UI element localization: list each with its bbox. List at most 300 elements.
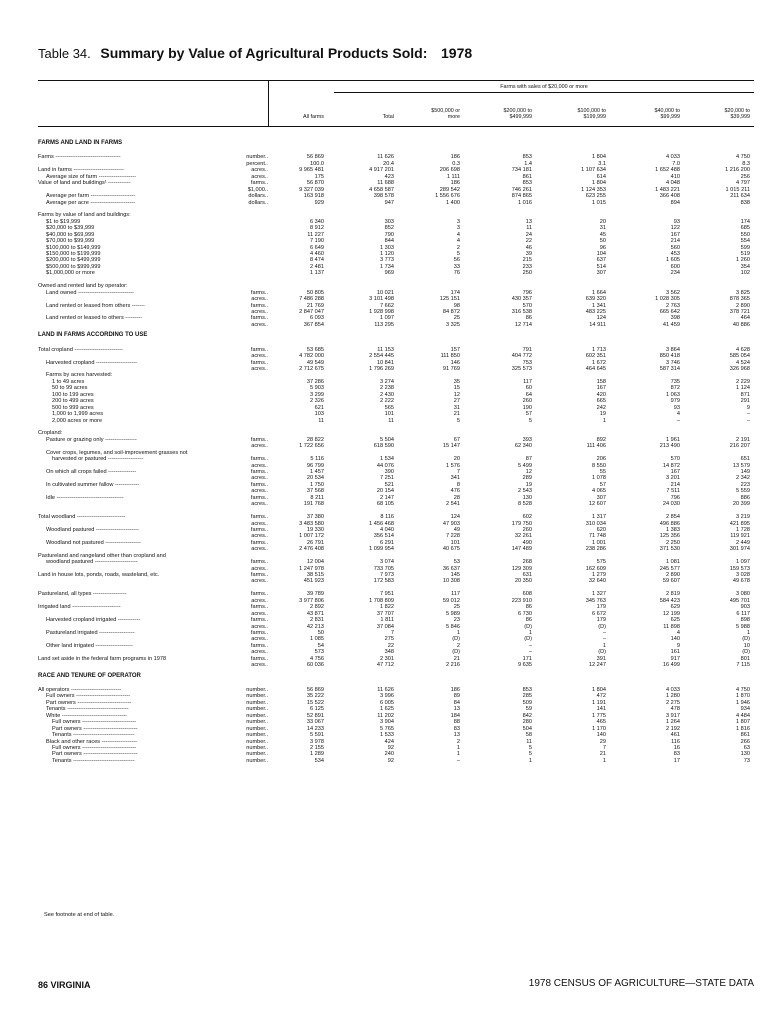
table-cell: 602 <box>522 514 532 521</box>
table-cell: 234 <box>670 270 680 277</box>
table-cell: 129 309 <box>511 565 532 572</box>
table-cell: 1 796 269 <box>369 366 394 372</box>
table-cell: 57 <box>599 481 606 488</box>
table-cell: 2 430 <box>380 391 394 398</box>
row-unit: percent.. <box>246 160 268 167</box>
table-cell: 163 918 <box>303 193 324 200</box>
table-cell: 301 974 <box>729 546 750 553</box>
row-unit: acres.. <box>251 462 268 469</box>
table-cell: 20 534 <box>306 475 324 482</box>
table-cell: – <box>676 417 680 424</box>
table-cell: 625 <box>670 617 680 624</box>
table-cell: 116 <box>671 738 680 745</box>
row-unit: acres.. <box>251 649 268 656</box>
table-cell: 1 <box>456 744 460 751</box>
table-cell: 853 <box>522 687 532 693</box>
table-cell: 53 685 <box>306 346 324 353</box>
row-unit: acres.. <box>251 533 268 540</box>
table-cell: 25 <box>453 604 460 611</box>
table-cell: 1 107 634 <box>581 167 606 174</box>
table-cell: 917 <box>670 655 680 662</box>
row-unit: farms.. <box>250 494 268 501</box>
section-heading: LAND IN FARMS ACCORDING TO USE <box>38 332 148 339</box>
table-title <box>38 45 472 61</box>
table-cell: 242 <box>596 404 606 411</box>
table-cell: 5 <box>528 744 532 751</box>
table-cell: 4 917 201 <box>369 167 394 174</box>
row-label: Tenants --------------------------------- <box>52 732 135 739</box>
table-cell: 307 <box>596 270 606 277</box>
table-cell: 8 474 <box>310 257 324 264</box>
table-cell: 2 275 <box>666 699 680 706</box>
table-cell: 0.3 <box>452 160 460 167</box>
table-cell: – <box>746 411 750 418</box>
column-header: All farms <box>303 114 324 120</box>
table-cell: 6 340 <box>310 218 324 225</box>
table-cell: 969 <box>384 270 394 277</box>
table-cell: 233 <box>522 263 532 270</box>
table-cell: 838 <box>740 199 750 206</box>
table-cell: 7 190 <box>310 238 324 245</box>
table-cell: 341 <box>450 475 460 482</box>
table-cell: 6 672 <box>592 610 606 617</box>
table-cell: 93 <box>673 218 680 225</box>
table-cell: 104 <box>596 251 606 257</box>
table-cell: 3 074 <box>380 559 394 566</box>
table-cell: 1 961 <box>666 436 680 443</box>
table-cell: 1 946 <box>736 699 750 706</box>
row-unit: farms.. <box>250 180 268 187</box>
table-cell: 11 153 <box>377 346 394 353</box>
table-cell: 453 <box>670 251 680 257</box>
table-cell: 29 <box>599 738 606 745</box>
table-cell: 4 756 <box>310 655 324 662</box>
table-cell: 33 067 <box>306 719 324 726</box>
table-cell: 60 036 <box>306 662 324 669</box>
row-unit: farms.. <box>250 617 268 624</box>
row-unit: acres.. <box>251 597 268 604</box>
table-cell: 39 789 <box>306 591 324 598</box>
table-cell: 842 <box>522 712 532 719</box>
table-cell: 100.0 <box>310 160 324 167</box>
table-cell: 2 191 <box>736 436 750 443</box>
table-cell: 16 <box>673 744 680 751</box>
table-cell: 3 904 <box>380 719 394 726</box>
table-cell: 240 <box>384 751 394 758</box>
row-label: Irrigated land -------------------------- <box>38 604 121 611</box>
table-cell: 1 <box>528 757 532 764</box>
row-label: Pastureland irrigated ------------------- <box>46 629 135 636</box>
table-cell: 1 097 <box>380 315 394 322</box>
table-cell: 1 280 <box>666 693 680 700</box>
row-label: 200 to 499 acres <box>52 398 94 405</box>
row-label: Average size of farm -------------------- <box>46 173 137 180</box>
table-cell: 570 <box>670 456 680 463</box>
table-cell: 850 418 <box>659 353 680 360</box>
row-unit: acres.. <box>251 623 268 630</box>
table-cell: 371 530 <box>659 546 680 553</box>
table-cell: 122 <box>670 225 680 232</box>
row-label: woodland pastured ----------------------- <box>46 559 138 566</box>
table-cell: 573 <box>314 649 324 656</box>
table-cell: 496 886 <box>659 520 680 527</box>
table-cell: 145 <box>450 572 460 578</box>
table-cell: 8 912 <box>310 225 324 232</box>
table-cell: 27 <box>453 398 460 405</box>
table-cell: 1 170 <box>592 725 606 732</box>
table-cell: 1 533 <box>380 732 394 739</box>
table-cell: 733 705 <box>373 565 394 572</box>
table-cell: 1 078 <box>592 475 606 482</box>
table-cell: 250 <box>522 270 532 277</box>
table-cell: 303 <box>384 218 394 225</box>
table-cell: 4 797 <box>736 180 750 187</box>
table-cell: 167 <box>670 469 680 475</box>
table-cell: 46 <box>525 244 532 251</box>
row-label: Average per acre ------------------------ <box>46 199 136 206</box>
table-year: 1978 <box>441 45 473 61</box>
table-cell: 651 <box>740 456 750 463</box>
row-label: Owned and rented land by operator: <box>38 283 128 290</box>
table-cell: 52 891 <box>306 712 324 719</box>
row-label: Idle ------------------------------------ <box>46 494 124 501</box>
table-cell: 1 099 954 <box>369 546 394 553</box>
table-cell: 130 <box>522 494 532 501</box>
table-cell: 102 <box>740 270 750 277</box>
table-cell: 19 330 <box>306 526 324 533</box>
table-cell: 1 081 <box>666 559 680 566</box>
table-cell: 2 342 <box>736 475 750 482</box>
table-cell: 1 400 <box>446 199 460 206</box>
table-cell: 1 576 <box>446 462 460 469</box>
table-cell: 1 124 <box>736 385 750 392</box>
table-cell: 1 <box>602 642 606 649</box>
table-cell: 871 <box>740 391 750 398</box>
row-label: $500,000 to $999,999 <box>46 263 101 270</box>
table-cell: 5 765 <box>380 725 394 732</box>
table-cell: 1 <box>456 751 460 758</box>
table-cell: 2 326 <box>310 398 324 405</box>
table-cell: 2 831 <box>310 617 324 624</box>
row-label: Farms ----------------------------------- <box>38 154 121 161</box>
table-cell: 4 048 <box>666 180 680 187</box>
table-cell: 861 <box>522 173 532 180</box>
page-footer-left: 86 VIRGINIA <box>38 980 91 990</box>
table-cell: 534 <box>314 757 324 764</box>
table-cell: 8 550 <box>592 462 606 469</box>
row-label: $1 to $19,999 <box>46 218 81 225</box>
table-cell: 420 <box>596 391 606 398</box>
table-cell: 3 219 <box>736 514 750 521</box>
row-label: harvested or pastured ------------------- <box>52 456 144 463</box>
row-label: $100,000 to $149,999 <box>46 244 101 251</box>
row-unit: farms.. <box>250 655 268 662</box>
table-cell: 25 <box>453 315 460 322</box>
table-cell: 2 476 408 <box>299 546 324 553</box>
table-cell: 1 625 <box>380 706 394 713</box>
table-cell: 584 423 <box>659 597 680 604</box>
table-cell: 639 320 <box>585 296 606 303</box>
table-cell: 111 850 <box>440 353 460 360</box>
row-label: Pastureland and rangeland other than cropland and <box>38 552 166 559</box>
table-cell: 2 250 <box>666 539 680 546</box>
row-unit: number.. <box>246 732 268 739</box>
table-cell: 1 804 <box>592 180 606 187</box>
row-label: Farms by acres harvested: <box>46 372 113 379</box>
table-cell: 4 033 <box>666 154 680 161</box>
table-cell: 614 <box>596 173 606 180</box>
table-cell: 9 327 039 <box>299 186 324 193</box>
row-label: In cultivated summer fallow ------------- <box>46 481 140 488</box>
table-cell: 2 712 675 <box>299 366 324 372</box>
table-cell: 3 299 <box>310 391 324 398</box>
table-cell: 86 <box>525 617 532 624</box>
table-cell: 47 712 <box>376 662 394 669</box>
table-cell: 903 <box>740 604 750 611</box>
table-cell: 2 192 <box>666 725 680 732</box>
table-cell: 620 <box>596 526 606 533</box>
table-cell: 398 578 <box>373 193 394 200</box>
table-cell: 24 <box>525 231 532 238</box>
row-label: Total woodland -------------------------- <box>38 514 126 521</box>
table-cell: 63 <box>743 744 750 751</box>
table-cell: 476 <box>450 488 460 495</box>
row-label: Harvested cropland irrigated ------------ <box>46 617 141 624</box>
table-cell: 1 708 809 <box>369 597 394 604</box>
table-cell: 631 <box>522 572 532 578</box>
row-unit: number.. <box>246 699 268 706</box>
table-cell: 223 <box>740 481 750 488</box>
table-cell: 130 <box>740 751 750 758</box>
table-cell: 111 406 <box>586 443 606 450</box>
table-cell: 1 556 676 <box>435 193 460 200</box>
row-label: 500 to 999 acres <box>52 404 94 411</box>
table-cell: 378 721 <box>729 308 750 315</box>
row-label: Part owners ----------------------------- <box>52 751 138 758</box>
row-label: Harvested cropland ---------------------- <box>46 359 138 366</box>
table-cell: 565 <box>384 404 394 411</box>
table-cell: 31 <box>599 225 606 232</box>
table-cell: 20 350 <box>514 578 532 585</box>
table-cell: 5 846 <box>446 623 460 630</box>
row-unit: number.. <box>246 751 268 758</box>
table-cell: 20 154 <box>376 488 394 495</box>
table-cell: 1 001 <box>592 539 606 546</box>
table-cell: 6 730 <box>518 610 532 617</box>
table-cell: 310 034 <box>585 520 606 527</box>
row-label: 1 to 49 acres <box>52 378 85 385</box>
row-unit: number.. <box>246 757 268 764</box>
row-label: All operators --------------------------- <box>38 687 122 693</box>
table-cell: 59 <box>525 706 532 713</box>
table-cell: 4 782 000 <box>299 353 324 360</box>
table-cell: 87 <box>525 456 532 463</box>
table-cell: 878 365 <box>729 296 750 303</box>
table-cell: 32 261 <box>514 533 532 540</box>
table-cell: 1 289 <box>310 751 324 758</box>
table-cell: 119 921 <box>730 533 750 540</box>
table-cell: 11 227 <box>307 231 324 238</box>
table-cell: 256 <box>740 173 750 180</box>
row-unit: farms.. <box>250 456 268 463</box>
table-cell: 554 <box>740 238 750 245</box>
table-cell: 4 524 <box>736 359 750 366</box>
table-cell: 289 <box>522 475 532 482</box>
table-cell: 734 181 <box>511 167 532 174</box>
table-row <box>38 758 754 764</box>
row-unit: acres.. <box>251 662 268 669</box>
row-label: $150,000 to $199,999 <box>46 251 101 257</box>
row-label: White ----------------------------------- <box>46 712 128 719</box>
table-cell: 71 748 <box>588 533 606 540</box>
section-heading: RACE AND TENURE OF OPERATOR <box>38 672 141 679</box>
table-cell: 478 <box>670 706 680 713</box>
row-unit: farms.. <box>250 469 268 475</box>
table-cell: 1 341 <box>592 302 606 309</box>
table-cell: 5 <box>528 417 532 424</box>
table-cell: 206 698 <box>439 167 460 174</box>
row-unit: $1,000.. <box>247 186 268 193</box>
row-unit: acres.. <box>251 321 268 328</box>
table-cell: 38 515 <box>306 572 324 578</box>
table-cell: 62 340 <box>514 443 532 450</box>
table-cell: 141 <box>596 706 606 713</box>
table-cell: 5 <box>456 251 460 257</box>
table-cell: 430 357 <box>511 296 532 303</box>
table-cell: 1 728 <box>736 526 750 533</box>
table-cell: – <box>456 757 460 764</box>
section-heading: FARMS AND LAND IN FARMS <box>38 140 123 146</box>
row-label: Full owners ----------------------------- <box>52 744 137 751</box>
table-cell: 1 383 <box>666 526 680 533</box>
row-unit: farms.. <box>250 436 268 443</box>
row-label: Pasture or grazing only ----------------- <box>46 436 137 443</box>
row-unit: acres.. <box>251 308 268 315</box>
table-cell: 423 <box>384 173 394 180</box>
table-cell: 20 399 <box>732 501 750 508</box>
table-cell: 24 030 <box>662 501 680 508</box>
table-cell: 7 951 <box>380 591 394 598</box>
row-label: Part owners ----------------------------- <box>52 725 138 732</box>
table-cell: 76 <box>453 270 460 277</box>
row-label: Land in farms --------------------------- <box>38 167 124 174</box>
row-unit: number.. <box>246 712 268 719</box>
table-cell: 96 <box>599 244 606 251</box>
table-cell: 1 <box>456 629 460 636</box>
table-cell: 5 499 <box>518 462 532 469</box>
table-cell: 2 541 <box>446 501 460 508</box>
row-unit: farms.. <box>250 591 268 598</box>
table-cell: 15 <box>453 385 460 392</box>
table-cell: 83 <box>673 751 680 758</box>
table-cell: 844 <box>384 238 394 245</box>
row-unit: farms.. <box>250 539 268 546</box>
table-cell: 19 <box>525 481 532 488</box>
table-cell: 9 <box>676 642 680 649</box>
table-cell: 570 <box>522 302 532 309</box>
table-cell: 28 <box>453 494 460 501</box>
table-cell: 1 264 <box>666 719 680 726</box>
table-cell: 6 117 <box>736 610 750 617</box>
table-cell: 4 <box>456 238 460 245</box>
table-cell: 7 662 <box>380 302 394 309</box>
row-unit: acres.. <box>251 546 268 553</box>
table-cell: 5 591 <box>310 732 324 739</box>
table-cell: – <box>602 636 606 643</box>
table-cell: 1 811 <box>380 617 394 624</box>
table-cell: 125 151 <box>439 296 460 303</box>
row-label: Land rented or leased from others ------- <box>46 302 145 309</box>
table-cell: 3.1 <box>598 160 606 167</box>
table-cell: – <box>528 649 532 656</box>
table-cell: 98 <box>453 302 460 309</box>
table-cell: 214 <box>670 238 680 245</box>
table-cell: 4 <box>456 231 460 238</box>
table-cell: 33 <box>453 263 460 270</box>
table-cell: (D) <box>524 636 532 643</box>
table-cell: 7 <box>456 469 460 475</box>
table-cell: 7 486 288 <box>299 296 324 303</box>
table-cell: 495 701 <box>729 597 750 604</box>
table-cell: 464 <box>740 315 750 322</box>
table-cell: 12 <box>453 391 460 398</box>
table-cell: 4 628 <box>736 346 750 353</box>
table-cell: 1 303 <box>380 244 394 251</box>
table-cell: 20 <box>599 218 606 225</box>
row-label: Land rented or leased to others --------- <box>46 315 143 322</box>
table-cell: 2 854 <box>666 514 680 521</box>
table-cell: 86 <box>525 604 532 611</box>
table-cell: 1 804 <box>592 687 606 693</box>
table-cell: 14 233 <box>306 725 324 732</box>
header-top-rule <box>38 80 754 81</box>
table-cell: 894 <box>670 199 680 206</box>
table-cell: 1 085 <box>310 636 324 643</box>
table-cell: 1 327 <box>592 591 606 598</box>
table-cell: 41 459 <box>662 321 680 328</box>
row-label: Full owners ----------------------------- <box>46 693 131 700</box>
row-unit: number.. <box>246 687 268 693</box>
table-cell: 1 007 172 <box>299 533 324 540</box>
row-unit: dollars.. <box>248 199 268 206</box>
table-cell: 735 <box>670 378 680 385</box>
table-cell: 791 <box>522 346 532 353</box>
table-cell: 3 864 <box>666 346 680 353</box>
table-cell: 4 040 <box>380 526 394 533</box>
table-cell: 2 449 <box>736 539 750 546</box>
table-cell: 6 291 <box>380 539 394 546</box>
table-cell: 190 <box>522 404 532 411</box>
table-cell: 1 111 <box>446 173 460 180</box>
table-cell: 465 <box>596 719 606 726</box>
table-cell: 504 <box>522 725 532 732</box>
table-cell: 174 <box>740 218 750 225</box>
table-heading: Summary by Value of Agricultural Products Sold: <box>100 45 428 61</box>
table-cell: 44 076 <box>376 462 394 469</box>
table-cell: 2 229 <box>736 378 750 385</box>
table-cell: 393 <box>522 436 532 443</box>
table-cell: (D) <box>524 623 532 630</box>
table-cell: 57 <box>525 411 532 418</box>
table-cell: 10 841 <box>376 359 394 366</box>
table-cell: 947 <box>384 199 394 206</box>
table-cell: 113 295 <box>374 321 394 328</box>
table-cell: 2 301 <box>380 655 394 662</box>
table-cell: (D) <box>742 636 750 643</box>
table-cell: 316 538 <box>511 308 532 315</box>
table-cell: 6 649 <box>310 244 324 251</box>
table-cell: 1 191 <box>592 699 606 706</box>
